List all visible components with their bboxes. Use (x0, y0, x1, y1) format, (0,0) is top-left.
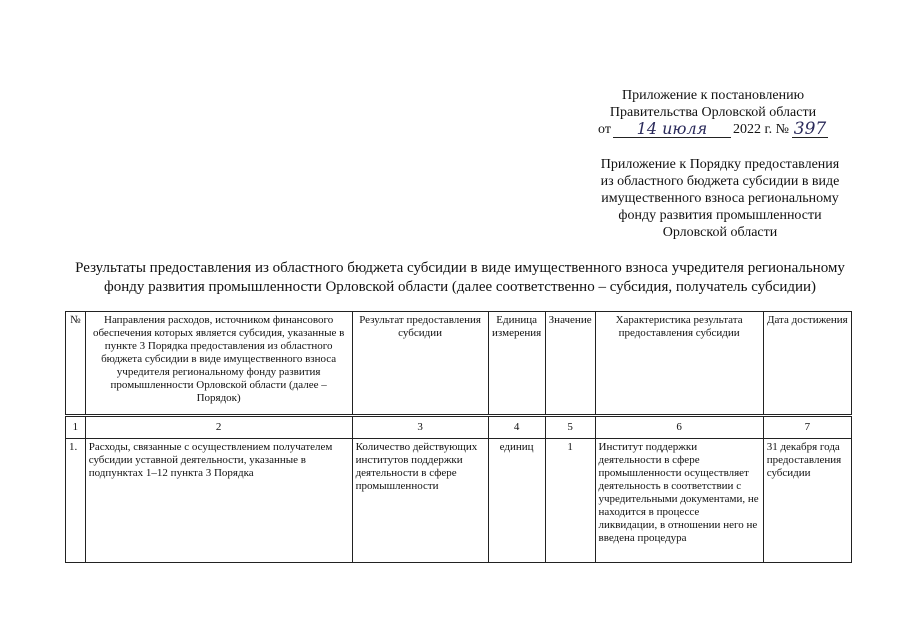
column-number-3: 3 (352, 416, 488, 439)
decree-number-handwritten: 397 (793, 119, 827, 139)
header-cell-date: Дата достижения (763, 312, 851, 416)
row-unit: единиц (488, 439, 545, 563)
column-number-4: 4 (488, 416, 545, 439)
column-number-7: 7 (763, 416, 851, 439)
document-title-line2: фонду развития промышленности Орловской области (далее соответственно – субсидия, получатель субсидии) (103, 279, 817, 295)
header-cell-characteristic: Характеристика результата предоставления субсидии (595, 312, 763, 416)
order-appendix-line2: из областного бюджета субсидии в виде (600, 174, 840, 189)
decree-year-text: 2022 г. № (732, 122, 789, 137)
decree-appendix-block (578, 87, 848, 138)
column-number-row (66, 416, 852, 439)
order-appendix-block (588, 156, 852, 241)
decree-appendix-line2: Правительства Орловской области (609, 105, 817, 120)
results-table (65, 311, 852, 563)
table-row (66, 439, 852, 563)
column-number-1: 1 (66, 416, 86, 439)
header-cell-unit: Единица измерения (488, 312, 545, 416)
row-characteristic: Институт поддержки деятельности в сфере промышленности осуществляет деятельность в соответствии с учредительными документами, не находится в процессе ликвидации, в отношении него не введена процедура (595, 439, 763, 563)
row-date: 31 декабря года предоставления субсидии (763, 439, 851, 563)
document-title-line1: Результаты предоставления из областного бюджета субсидии в виде имущественного взноса учредителя региональному (75, 260, 845, 276)
decree-date-line (578, 121, 848, 138)
order-appendix-line5: Орловской области (662, 225, 778, 240)
order-appendix-line1: Приложение к Порядку предоставления (600, 157, 840, 172)
document-title (55, 259, 865, 297)
row-result: Количество действующих институтов поддержки деятельности в сфере промышленности (352, 439, 488, 563)
row-direction: Расходы, связанные с осуществлением получателем субсидии уставной деятельности, указанные в подпунктах 1–12 пункта 3 Порядка (85, 439, 352, 563)
column-number-2: 2 (85, 416, 352, 439)
decree-date-handwritten: 14 июля (613, 121, 731, 138)
row-number: 1. (66, 439, 86, 563)
column-number-6: 6 (595, 416, 763, 439)
table-header-row (66, 312, 852, 416)
decree-date-prefix: от (598, 122, 611, 137)
header-cell-result: Результат предоставления субсидии (352, 312, 488, 416)
column-number-5: 5 (545, 416, 595, 439)
header-cell-value: Значение (545, 312, 595, 416)
decree-appendix-line1: Приложение к постановлению (621, 88, 805, 103)
header-cell-number: № (66, 312, 86, 416)
order-appendix-line3: имущественного взноса региональному (601, 191, 839, 206)
header-cell-direction: Направления расходов, источником финансового обеспечения которых является субсидия, указанные в пункте 3 Порядка предоставления из областного бюджета субсидии в виде имущественного взноса учредителя региональному фонду развития промышленности Орловской области (далее – Порядок) (85, 312, 352, 416)
row-value: 1 (545, 439, 595, 563)
order-appendix-line4: фонду развития промышленности (618, 208, 822, 223)
